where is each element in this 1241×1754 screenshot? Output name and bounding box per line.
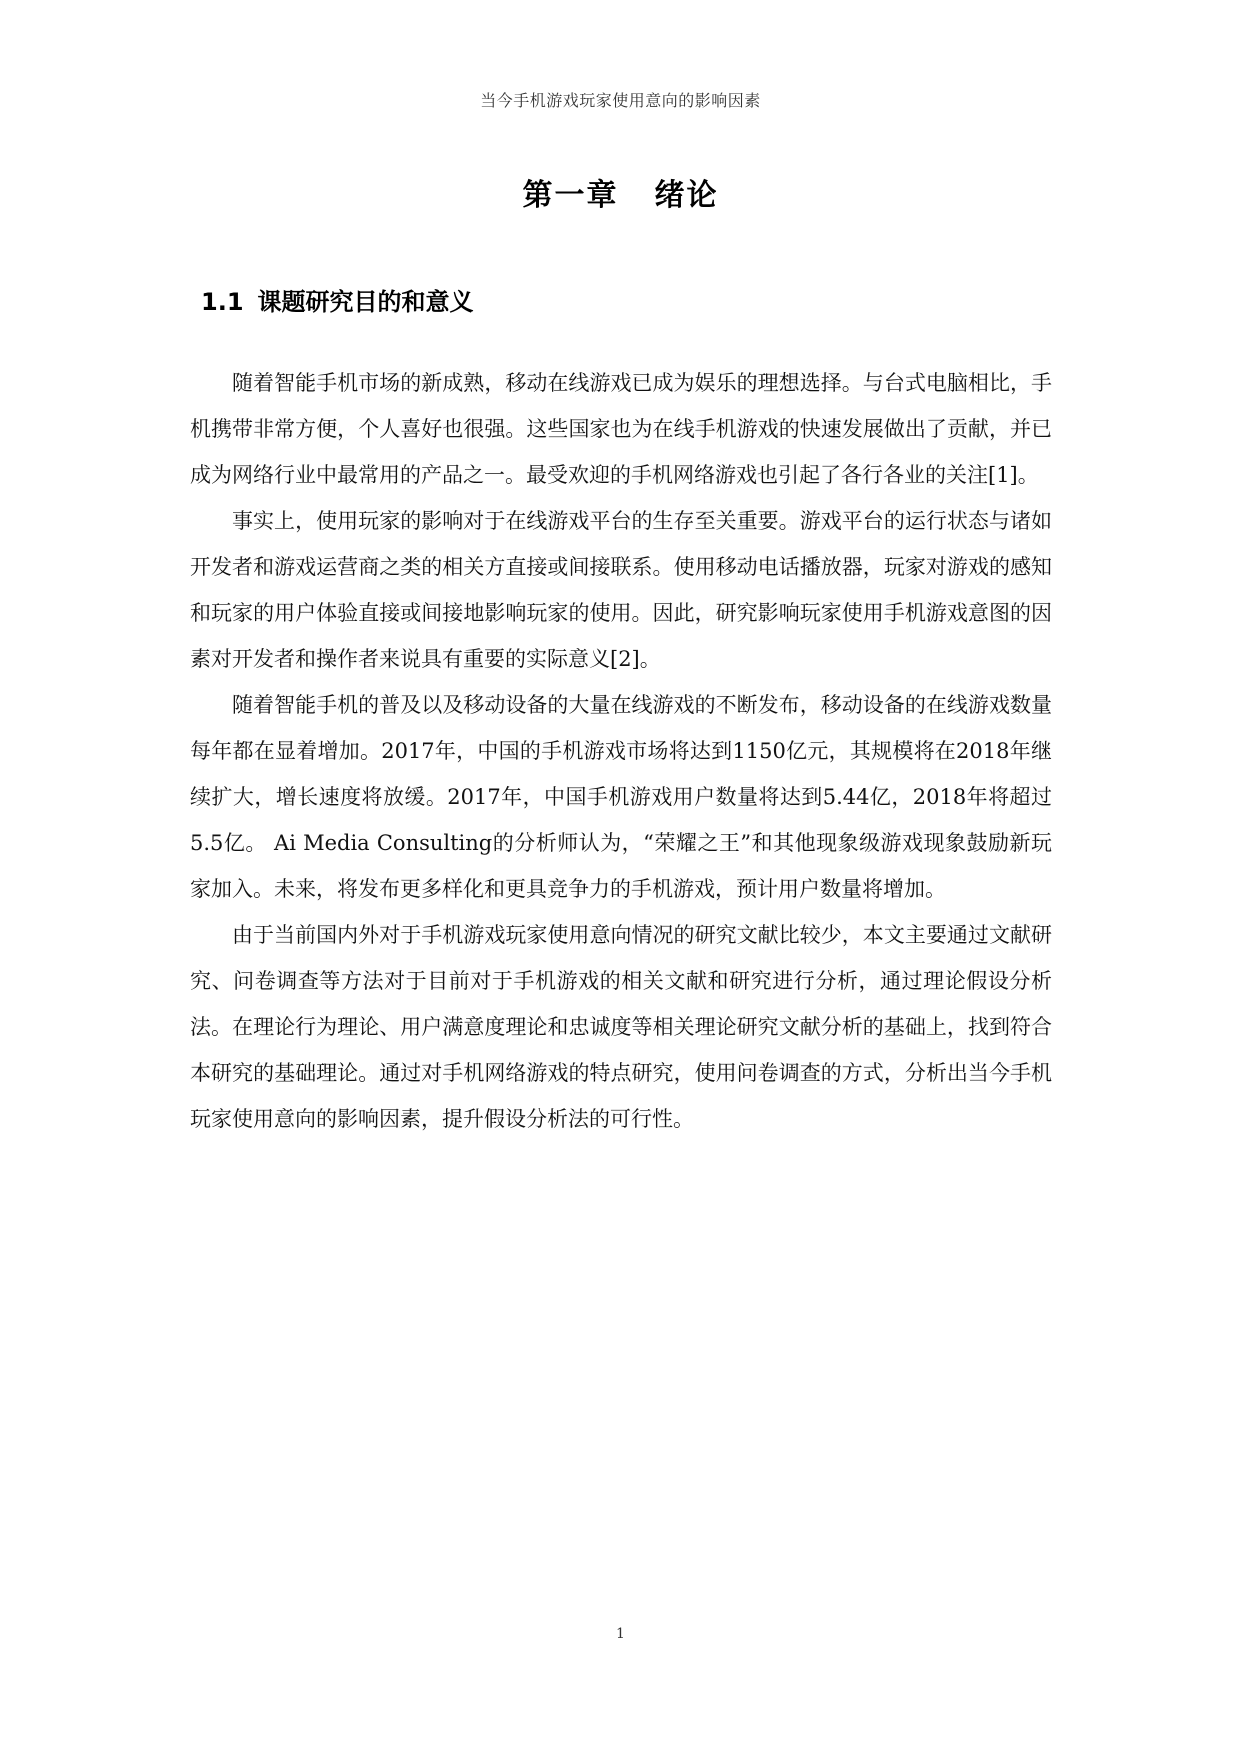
chapter-label: 第一章 <box>522 178 619 213</box>
paragraph: 随着智能手机的普及以及移动设备的大量在线游戏的不断发布，移动设备的在线游戏数量每年都在显着增加。2017年，中国的手机游戏市场将达到1150亿元，其规模将在2018年继续扩大，增长速度将放缓。2017年，中国手机游戏用户数量将达到5.44亿，2018年将超过5.5亿。 Ai Media Consulting的分析师认为，“荣耀之王”和其他现象级游戏现象鼓励新玩家加入。未来，将发布更多样化和更具竞争力的手机游戏，预计用户数量将增加。 <box>190 693 1052 901</box>
paragraph: 由于当前国内外对于手机游戏玩家使用意向情况的研究文献比较少，本文主要通过文献研究、问卷调查等方法对于目前对于手机游戏的相关文献和研究进行分析，通过理论假设分析法。在理论行为理论、用户满意度理论和忠诚度等相关理论研究文献分析的基础上，找到符合本研究的基础理论。通过对手机网络游戏的特点研究，使用问卷调查的方式，分析出当今手机玩家使用意向的影响因素，提升假设分析法的可行性。 <box>190 923 1052 1131</box>
body-text <box>190 360 1052 1142</box>
running-header: 当今手机游戏玩家使用意向的影响因素 <box>480 91 761 110</box>
chapter-name: 绪论 <box>654 178 719 213</box>
section-title: 课题研究目的和意义 <box>257 288 474 316</box>
chapter-title <box>0 170 1241 214</box>
paragraph: 随着智能手机市场的新成熟，移动在线游戏已成为娱乐的理想选择。与台式电脑相比，手机携带非常方便，个人喜好也很强。这些国家也为在线手机游戏的快速发展做出了贡献，并已成为网络行业中最常用的产品之一。最受欢迎的手机网络游戏也引起了各行各业的关注[1]。 <box>190 371 1052 487</box>
section-number: 1.1 <box>201 288 244 316</box>
paragraph: 事实上，使用玩家的影响对于在线游戏平台的生存至关重要。游戏平台的运行状态与诸如开发者和游戏运营商之类的相关方直接或间接联系。使用移动电话播放器，玩家对游戏的感知和玩家的用户体验直接或间接地影响玩家的使用。因此，研究影响玩家使用手机游戏意图的因素对开发者和操作者来说具有重要的实际意义[2]。 <box>190 509 1052 671</box>
page-number: 1 <box>616 1626 625 1642</box>
section-heading <box>201 282 474 317</box>
